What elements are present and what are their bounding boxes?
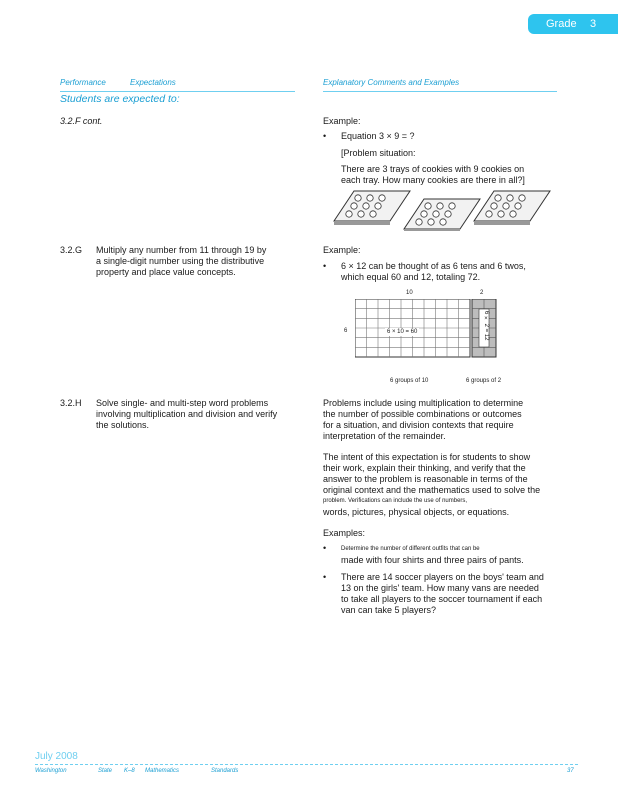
bullet-icon: • <box>323 543 327 553</box>
row3-p2-line-3: answer to the problem is reasonable in terms of the <box>323 474 528 484</box>
row3-ex2-line-2: 13 on the girls' team. How many vans are needed <box>341 583 539 593</box>
row3-p1-line-1: Problems include using multiplication to determine <box>323 398 524 408</box>
grade-number: 3 <box>590 18 597 30</box>
bullet-icon: • <box>323 572 327 582</box>
diagram-label-6: 6 <box>344 328 348 334</box>
row1-problem-line-2: each tray. How many cookies are there in all?] <box>341 175 525 185</box>
row1-example-label: Example: <box>323 116 361 126</box>
diagram-inner-label: 6 × 10 = 60 <box>387 329 418 335</box>
left-header-rule <box>60 91 295 92</box>
right-header-rule <box>323 91 557 92</box>
row3-text-2: involving multiplication and division and verify <box>96 409 278 419</box>
code-3-2-g: 3.2.G <box>60 245 83 255</box>
row3-ex2-line-1: There are 14 soccer players on the boys' team and <box>341 572 544 582</box>
grade-label: Grade <box>546 18 577 30</box>
array-diagram <box>340 287 510 387</box>
row3-p2-line-1: The intent of this expectation is for students to show <box>323 452 531 462</box>
row3-p1-line-3: for a situation, and division contexts that require <box>323 420 514 430</box>
row2-text-2: a single-digit number using the distributive <box>96 256 265 266</box>
footer-rule <box>35 764 578 765</box>
diagram-bottom-left: 6 groups of 10 <box>390 378 429 384</box>
header-explanatory: Explanatory Comments and Examples <box>323 78 460 87</box>
row3-p1-line-2: the number of possible combinations or outcomes <box>323 409 522 419</box>
header-expectations: Expectations <box>130 78 176 87</box>
row3-ex1-line-1: Determine the number of different outfits that can be <box>341 546 480 552</box>
row2-bullet-2: which equal 60 and 12, totaling 72. <box>341 272 481 282</box>
footer-k8: K–8 <box>124 768 135 774</box>
row3-p2-line-5: problem. Verifications can include the use of numbers, <box>323 498 468 504</box>
footer-washington: Washington <box>35 768 67 774</box>
row3-ex1-line-2: made with four shirts and three pairs of pants. <box>341 555 524 565</box>
row3-p2-line-2: their work, explain their thinking, and verify that the <box>323 463 526 473</box>
diagram-label-10: 10 <box>406 290 413 296</box>
row3-ex2-line-4: van can take 5 players? <box>341 605 437 615</box>
row3-p1-line-4: interpretation of the remainder. <box>323 431 446 441</box>
header-subtitle: Students are expected to: <box>60 93 180 105</box>
row1-equation: Equation 3 × 9 = ? <box>341 131 415 141</box>
row2-text-3: property and place value concepts. <box>96 267 236 277</box>
footer-state: State <box>98 768 113 774</box>
array-grid <box>355 299 500 361</box>
row3-p2-line-6: words, pictures, physical objects, or equations. <box>323 507 510 517</box>
row2-example-label: Example: <box>323 245 361 255</box>
row1-problem-label: [Problem situation: <box>341 148 416 158</box>
footer-mathematics: Mathematics <box>145 768 180 774</box>
footer-standards: Standards <box>211 768 239 774</box>
bullet-icon: • <box>323 261 327 271</box>
row3-ex2-line-3: to take all players to the soccer tournament if each <box>341 594 543 604</box>
cookie-tray-2 <box>404 199 480 231</box>
diagram-label-2: 2 <box>480 290 484 296</box>
cookie-tray-1 <box>334 191 410 225</box>
page-number: 37 <box>567 768 574 774</box>
code-3-2-h: 3.2.H <box>60 398 82 408</box>
row2-text-1: Multiply any number from 11 through 19 by <box>96 245 267 255</box>
footer-date: July 2008 <box>35 751 78 762</box>
code-3-2-f: 3.2.F cont. <box>60 116 103 126</box>
diagram-right-label: 6 × 2 = 12 <box>483 311 489 341</box>
row3-text-1: Solve single- and multi-step word problems <box>96 398 269 408</box>
cookie-trays-illustration <box>332 189 552 231</box>
header-performance: Performance <box>60 78 106 87</box>
cookie-tray-3 <box>474 191 550 225</box>
bullet-icon: • <box>323 131 327 141</box>
grade-tab <box>528 14 618 34</box>
row2-bullet-1: 6 × 12 can be thought of as 6 tens and 6 twos, <box>341 261 526 271</box>
row3-examples-label: Examples: <box>323 528 366 538</box>
diagram-bottom-right: 6 groups of 2 <box>466 378 502 384</box>
row3-p2-line-4: original context and the mathematics used to solve the <box>323 485 541 495</box>
row1-problem-line-1: There are 3 trays of cookies with 9 cookies on <box>341 164 525 174</box>
row3-text-3: the solutions. <box>96 420 150 430</box>
